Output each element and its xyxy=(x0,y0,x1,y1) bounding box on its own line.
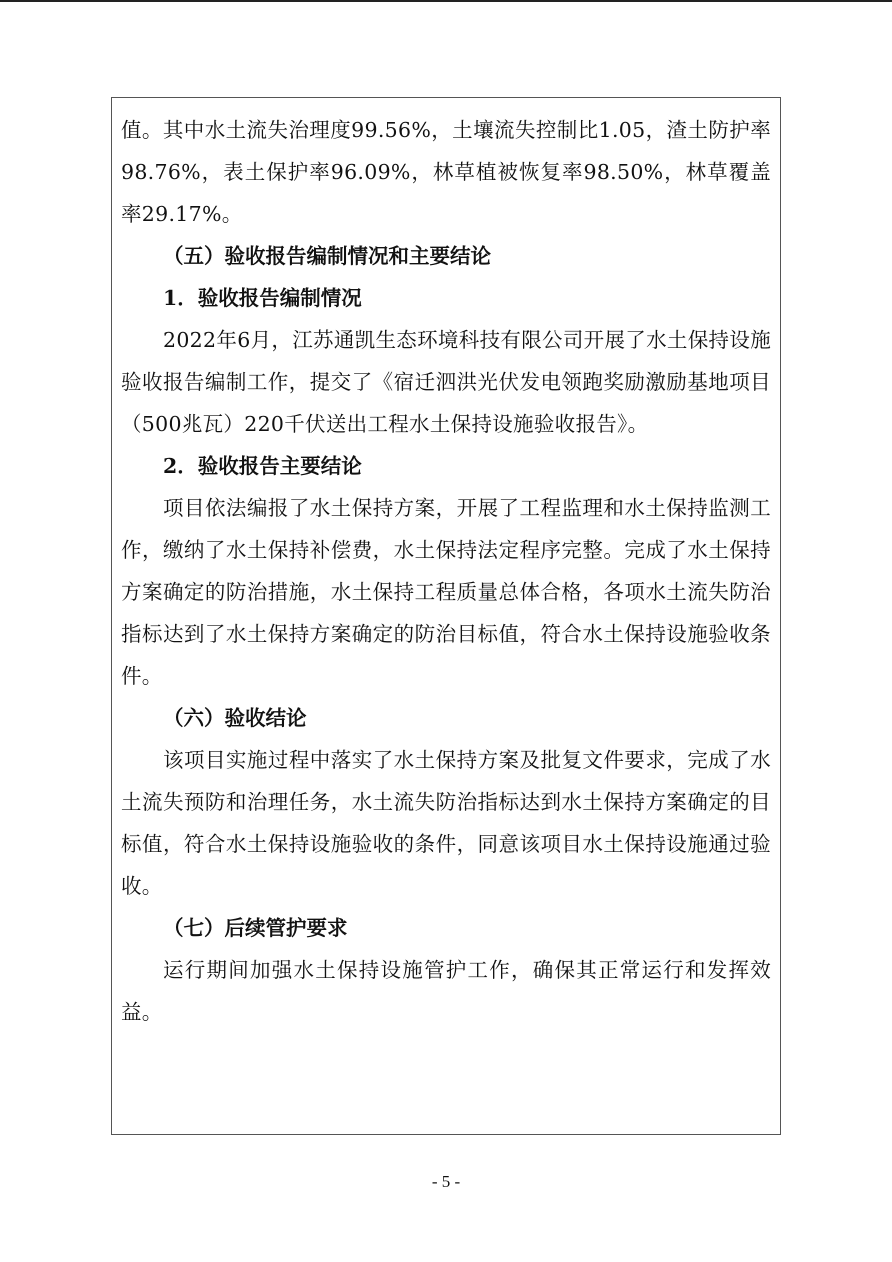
heading-report-preparation: 1．验收报告编制情况 xyxy=(163,286,362,310)
paragraph-maintenance-requirements: 运行期间加强水土保持设施管护工作，确保其正常运行和发挥效益。 xyxy=(121,958,771,1024)
heading-report-conclusions: 2．验收报告主要结论 xyxy=(163,454,362,478)
paragraph-acceptance-conclusion: 该项目实施过程中落实了水土保持方案及批复文件要求，完成了水土流失预防和治理任务，水土流失防治指标达到水土保持方案确定的目标值，符合水土保持设施验收的条件，同意该项目水土保持设施通过验收。 xyxy=(121,748,771,898)
paragraph-report-preparation: 2022年6月，江苏通凯生态环境科技有限公司开展了水土保持设施验收报告编制工作，提交了《宿迁泗洪光伏发电领跑奖励激励基地项目（500兆瓦）220千伏送出工程水土保持设施验收报告》。 xyxy=(121,328,771,436)
heading-acceptance-conclusion: （六）验收结论 xyxy=(163,706,307,730)
paragraph-indicators: 值。其中水土流失治理度99.56%，土壤流失控制比1.05，渣土防护率98.76%，表土保护率96.09%，林草植被恢复率98.50%，林草覆盖率29.17%。 xyxy=(121,118,771,226)
page-top-border xyxy=(0,0,892,2)
page-number: - 5 - xyxy=(431,1172,461,1191)
document-body xyxy=(121,109,771,1033)
paragraph-report-conclusions: 项目依法编报了水土保持方案，开展了工程监理和水土保持监测工作，缴纳了水土保持补偿费，水土保持法定程序完整。完成了水土保持方案确定的防治措施，水土保持工程质量总体合格，各项水土流失防治指标达到了水土保持方案确定的防治目标值，符合水土保持设施验收条件。 xyxy=(121,496,771,688)
heading-report-section: （五）验收报告编制情况和主要结论 xyxy=(163,244,491,268)
heading-maintenance-requirements: （七）后续管护要求 xyxy=(163,916,348,940)
